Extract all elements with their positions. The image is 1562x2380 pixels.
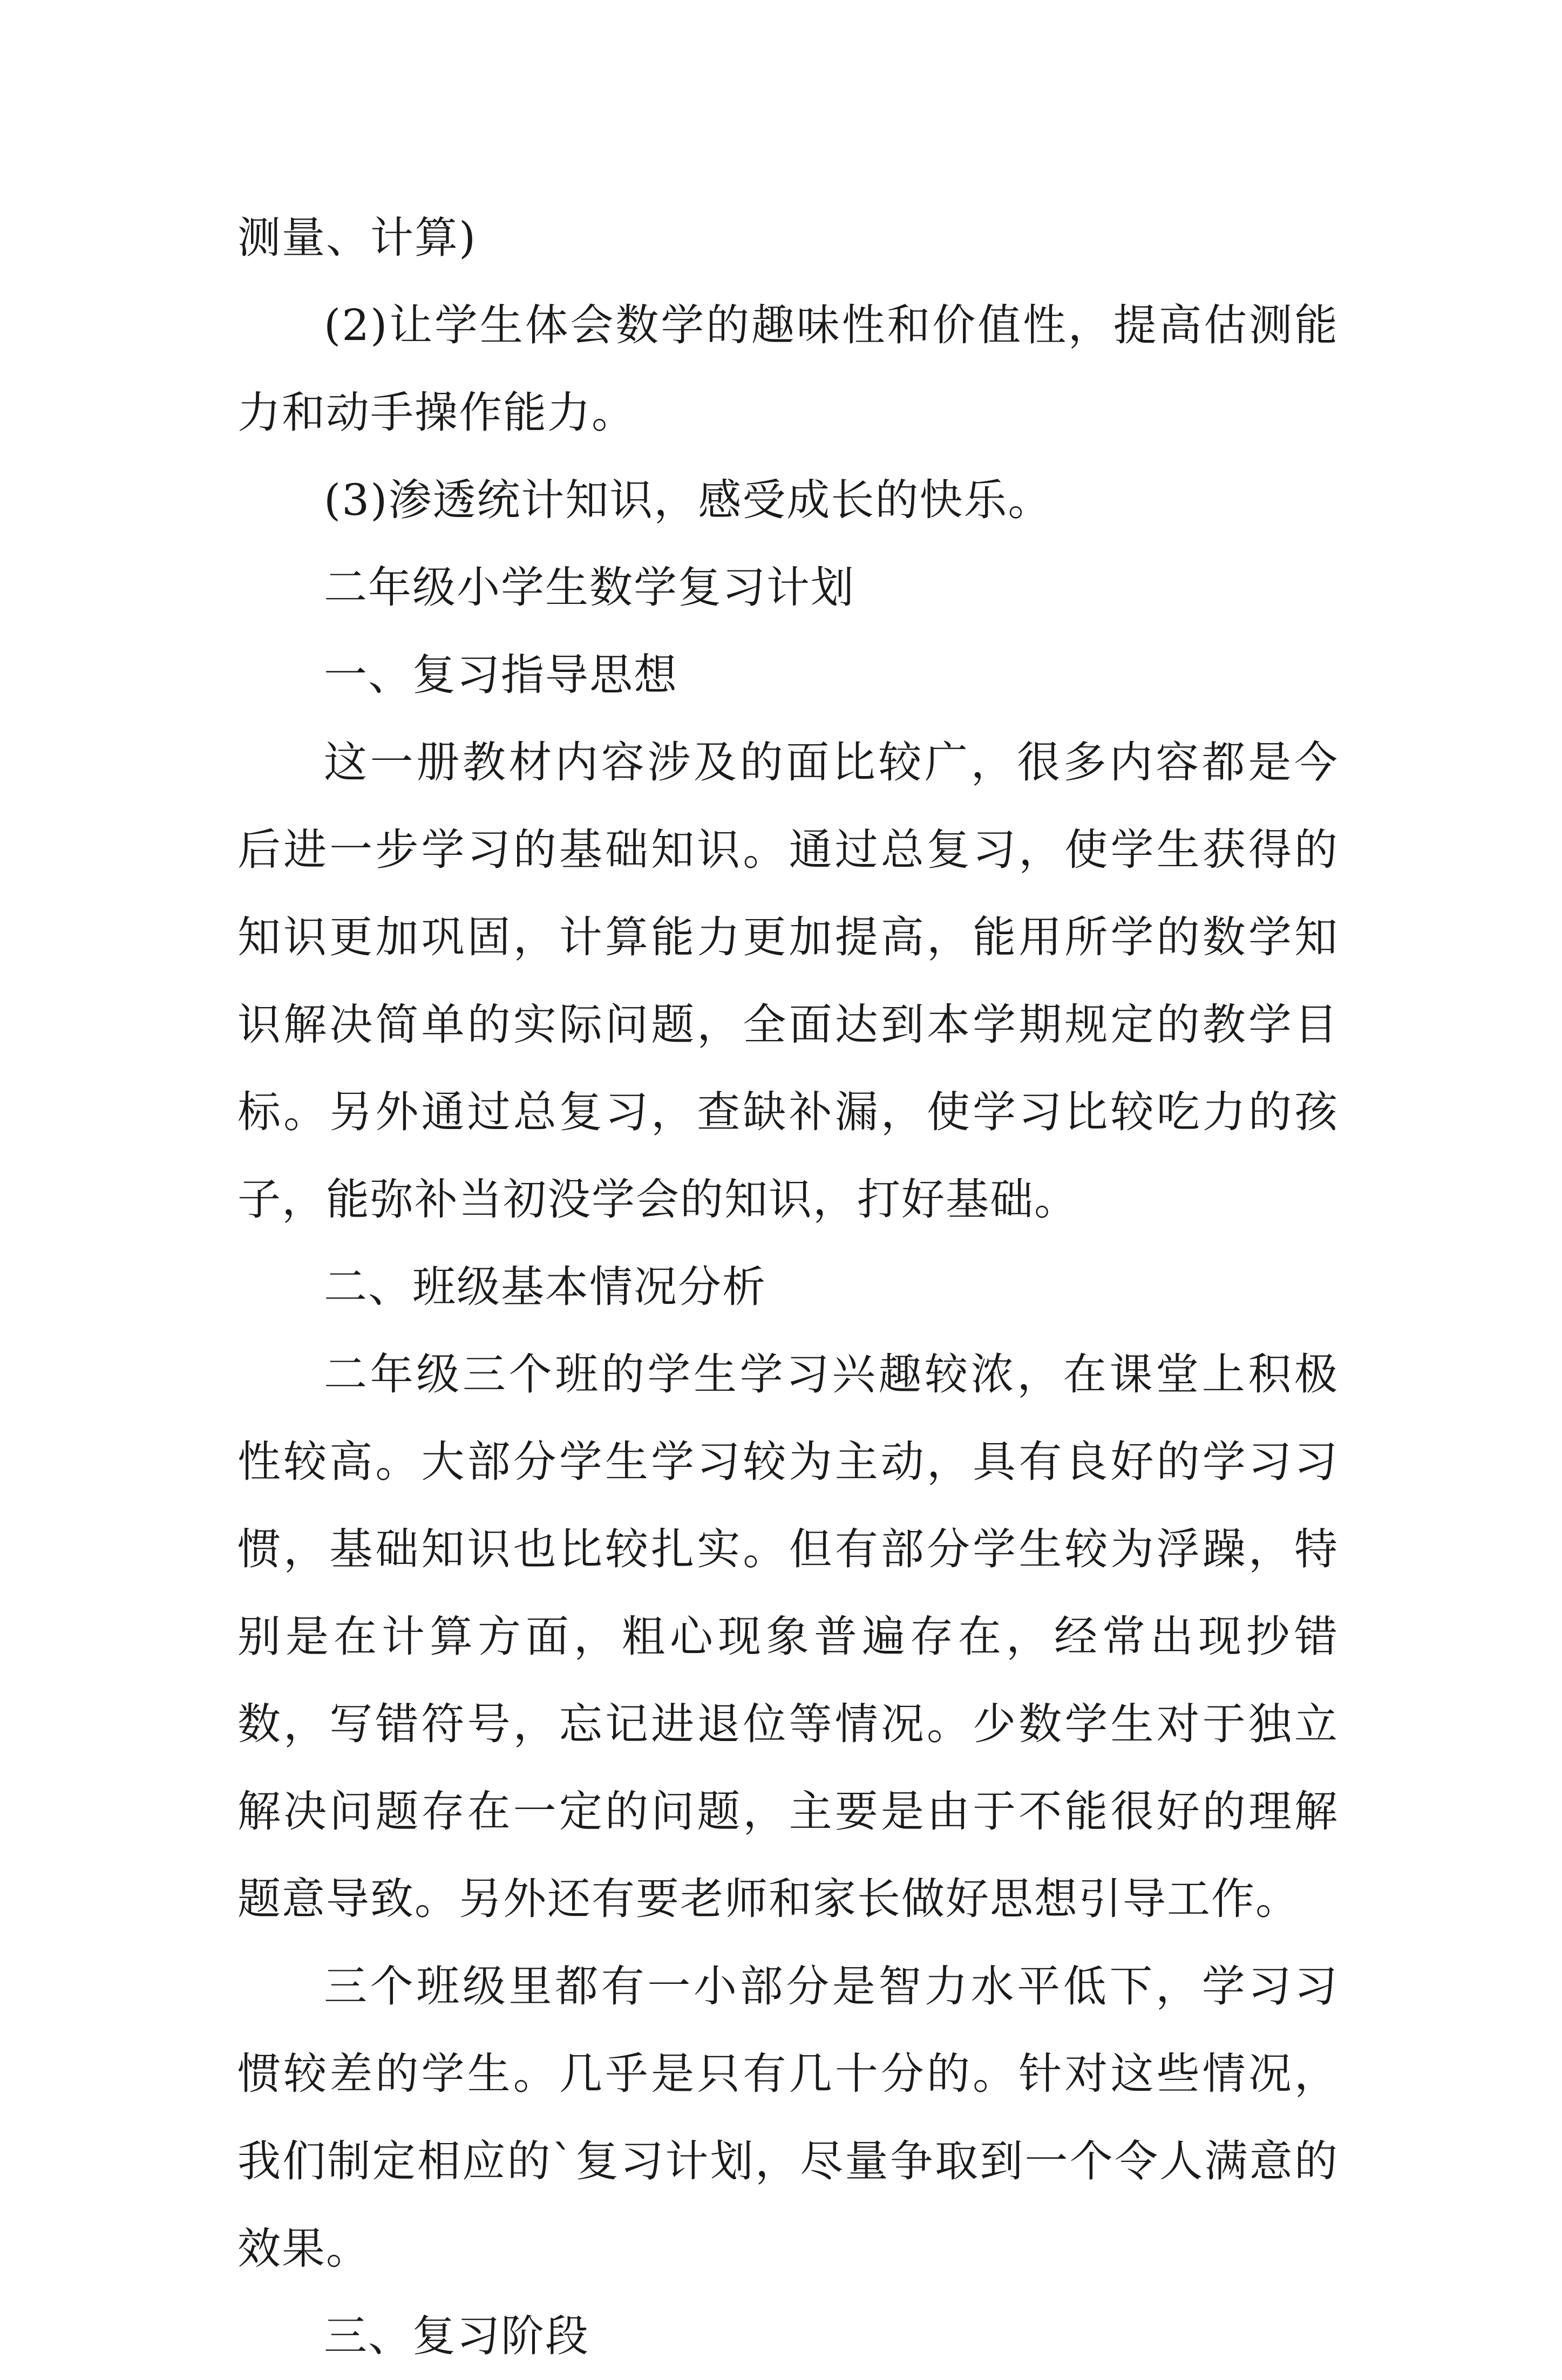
section-heading-class-analysis: 二、班级基本情况分析 <box>324 1262 766 1312</box>
paragraph-objective-3: (3)渗透统计知识，感受成长的快乐。 <box>324 475 1052 525</box>
document-title: 二年级小学生数学复习计划 <box>324 562 855 613</box>
paragraph-weak-students: 三个班级里都有一小部分是智力水平低下，学习习惯较差的学生。几乎是只有几十分的。针对这些情况，我们制定相应的`复习计划，尽量争取到一个令人满意的效果。 <box>237 1961 1339 2274</box>
paragraph-class-analysis: 二年级三个班的学生学习兴趣较浓，在课堂上积极性较高。大部分学生学习较为主动，具有良好的学习习惯，基础知识也比较扎实。但有部分学生较为浮躁，特别是在计算方面，粗心现象普遍存在，经常出现抄错数，写错符号，忘记进退位等情况。少数学生对于独立解决问题存在一定的问题，主要是由于不能很好的理解题意导致。另外还有要老师和家长做好思想引导工作。 <box>237 1349 1339 1924</box>
section-heading-review-stage: 三、复习阶段 <box>324 2311 589 2361</box>
paragraph-continuation: 测量、计算) <box>237 213 477 263</box>
paragraph-objective-2: (2)让学生体会数学的趣味性和价值性，提高估测能力和动手操作能力。 <box>237 300 1339 438</box>
section-heading-guiding-thought: 一、复习指导思想 <box>324 650 678 700</box>
paragraph-guiding-thought: 这一册教材内容涉及的面比较广，很多内容都是今后进一步学习的基础知识。通过总复习，使学生获得的知识更加巩固，计算能力更加提高，能用所学的数学知识解决简单的实际问题，全面达到本学期规定的教学目标。另外通过总复习，查缺补漏，使学习比较吃力的孩子，能弥补当初没学会的知识，打好基础。 <box>237 737 1339 1225</box>
document-body <box>237 194 1339 2380</box>
